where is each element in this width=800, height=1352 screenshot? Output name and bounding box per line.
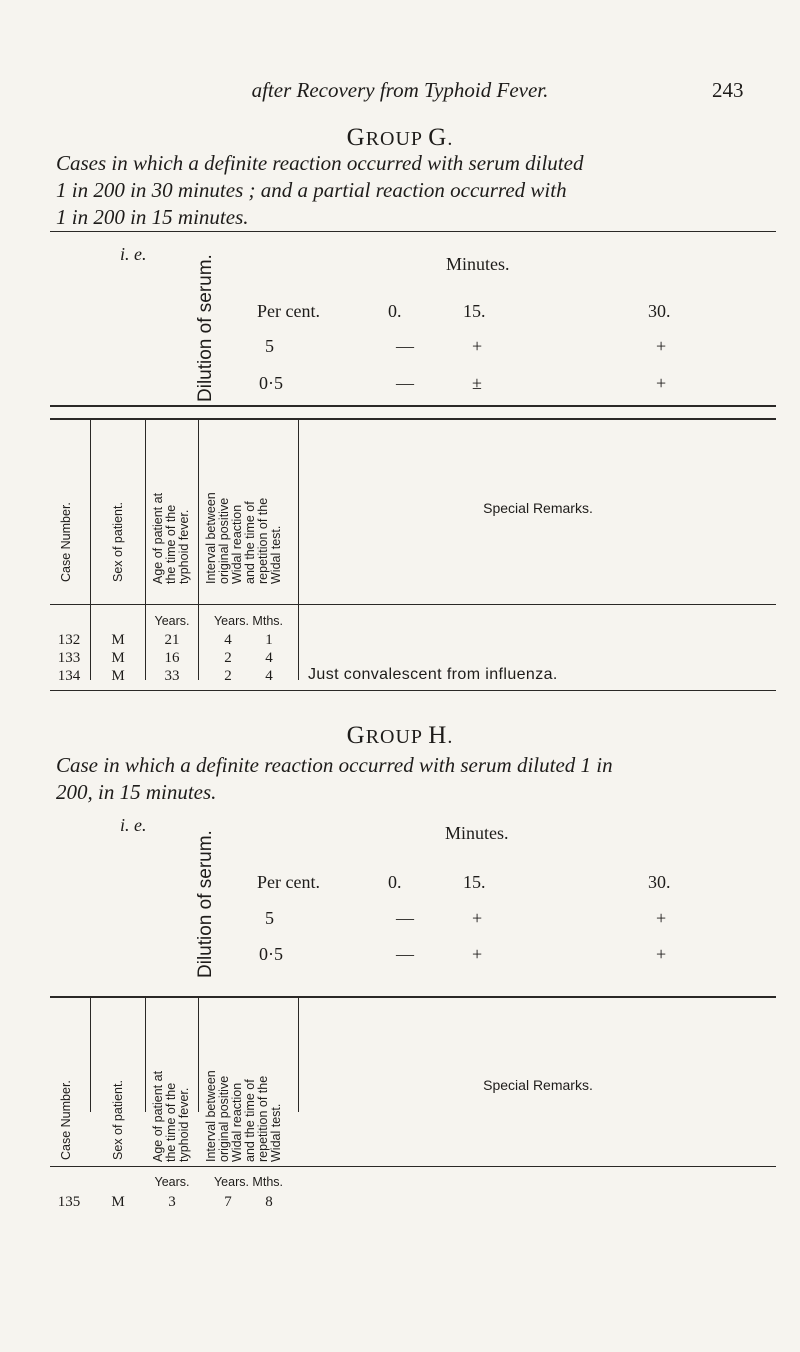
special-remark-cell: Just convalescent from influenza. (308, 666, 558, 683)
sex-cell: M (111, 668, 125, 684)
header-line: repetition of the (256, 497, 270, 584)
dilution-value: 0·5 (259, 373, 283, 393)
minute-30-header: 30. (648, 301, 671, 321)
group-h-title: GROUP H. (346, 722, 454, 749)
header-line: typhoid fever. (177, 1087, 191, 1162)
reaction-cell: — (396, 336, 414, 356)
rule (50, 231, 776, 232)
minute-0-header: 0. (388, 301, 402, 321)
running-header-title: after Recovery from Typhoid Fever. (251, 78, 549, 102)
header-rule (50, 604, 776, 605)
age-cell: 21 (164, 632, 180, 648)
age-unit: Years. (154, 614, 190, 628)
dilution-value: 5 (265, 336, 274, 356)
ie-label: i. e. (120, 815, 147, 835)
interval-months-cell: 4 (265, 668, 273, 684)
dilution-label: Dilution of serum. (195, 254, 216, 402)
header-line: original positive (217, 1075, 231, 1162)
dilution-value: 5 (265, 908, 274, 928)
reaction-cell: — (396, 373, 414, 393)
column-divider (198, 418, 199, 680)
reaction-cell: — (396, 944, 414, 964)
header-rule (50, 1166, 776, 1167)
minutes-label: Minutes. (445, 823, 509, 843)
description-line: 1 in 200 in 30 minutes ; and a partial reaction occurred with (56, 178, 567, 202)
header-line: Widal reaction (230, 504, 244, 584)
age-cell: 3 (168, 1194, 176, 1210)
page-number: 243 (712, 78, 744, 102)
table-top-rule (50, 996, 776, 998)
group-h-description (56, 752, 776, 806)
reaction-cell: + (472, 944, 483, 964)
age-cell: 16 (164, 650, 180, 666)
group-g-title: GROUP G. (346, 124, 454, 151)
reaction-cell: + (656, 908, 667, 928)
case-number-cell: 133 (57, 650, 81, 666)
case-number-cell: 132 (57, 632, 81, 648)
header-line: original positive (217, 497, 231, 584)
interval-years-cell: 2 (224, 668, 232, 684)
description-line: Cases in which a definite reaction occurred with serum diluted (56, 151, 584, 175)
reaction-cell: + (472, 908, 483, 928)
header-line: and the time of (243, 501, 257, 584)
description-line: 200, in 15 minutes. (56, 780, 217, 804)
table-bottom-rule (50, 690, 776, 691)
interval-header (205, 492, 283, 584)
column-divider (298, 996, 299, 1112)
minute-0-header: 0. (388, 872, 402, 892)
sex-cell: M (111, 1194, 125, 1210)
reaction-cell: + (656, 373, 667, 393)
header-line: Widal test. (269, 525, 283, 584)
interval-header (205, 1070, 283, 1162)
interval-years-cell: 7 (224, 1194, 232, 1210)
header-line: typhoid fever. (177, 509, 191, 584)
header-line: Interval between (204, 1070, 218, 1162)
header-line: repetition of the (256, 1075, 270, 1162)
header-line: the time of the (164, 1082, 178, 1162)
minutes-label: Minutes. (446, 254, 510, 274)
header-line: Widal test. (269, 1103, 283, 1162)
column-divider (145, 996, 146, 1112)
sex-cell: M (111, 632, 125, 648)
sex-header: Sex of patient. (111, 1080, 125, 1160)
per-cent-header: Per cent. (257, 301, 320, 321)
group-g-description (56, 150, 776, 231)
reaction-cell: + (472, 336, 483, 356)
minute-15-header: 15. (463, 872, 486, 892)
interval-years-cell: 4 (224, 632, 232, 648)
header-line: Interval between (204, 492, 218, 584)
sex-cell: M (111, 650, 125, 666)
dilution-label: Dilution of serum. (195, 830, 216, 978)
interval-months-cell: 1 (265, 632, 273, 648)
dilution-value: 0·5 (259, 944, 283, 964)
sex-header: Sex of patient. (111, 502, 125, 582)
case-number-header: Case Number. (59, 1080, 73, 1160)
age-header (152, 1071, 191, 1162)
description-line: 1 in 200 in 15 minutes. (56, 205, 249, 229)
header-line: and the time of (243, 1079, 257, 1162)
reaction-cell: ± (472, 373, 482, 393)
age-cell: 33 (164, 668, 180, 684)
column-divider (90, 996, 91, 1112)
case-number-header: Case Number. (59, 502, 73, 582)
interval-months-cell: 4 (265, 650, 273, 666)
description-line: Case in which a definite reaction occurred with serum diluted 1 in (56, 753, 613, 777)
interval-months-cell: 8 (265, 1194, 273, 1210)
ie-label: i. e. (120, 244, 147, 264)
special-remarks-header: Special Remarks. (483, 1077, 593, 1093)
header-line: Age of patient at (151, 1070, 165, 1162)
special-remarks-header: Special Remarks. (483, 500, 593, 516)
column-divider (298, 418, 299, 680)
interval-unit: Years. Mths. (213, 1175, 283, 1189)
interval-unit: Years. Mths. (213, 614, 283, 628)
interval-years-cell: 2 (224, 650, 232, 666)
reaction-cell: + (656, 944, 667, 964)
case-number-cell: 134 (57, 668, 81, 684)
case-number-cell: 135 (57, 1194, 81, 1210)
minute-15-header: 15. (463, 301, 486, 321)
column-divider (198, 996, 199, 1112)
age-header (152, 493, 191, 584)
table-top-rule (50, 418, 776, 420)
header-line: Age of patient at (151, 492, 165, 584)
header-line: Widal reaction (230, 1082, 244, 1162)
per-cent-header: Per cent. (257, 872, 320, 892)
reaction-cell: — (396, 908, 414, 928)
rule (50, 405, 776, 407)
header-line: the time of the (164, 504, 178, 584)
reaction-cell: + (656, 336, 667, 356)
age-unit: Years. (154, 1175, 190, 1189)
minute-30-header: 30. (648, 872, 671, 892)
